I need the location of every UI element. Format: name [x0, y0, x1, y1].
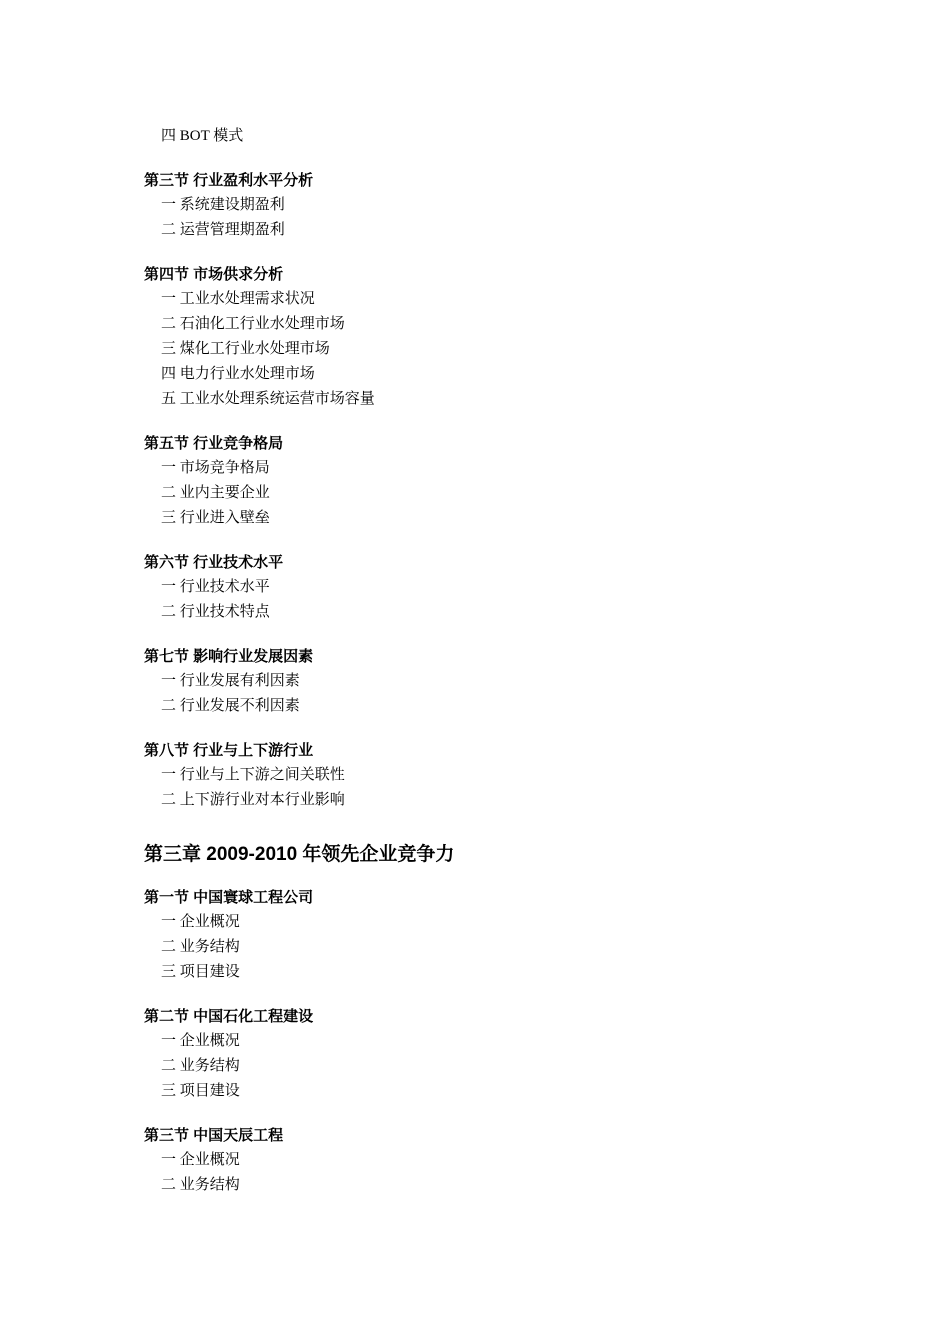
- toc-section: [144, 262, 844, 412]
- toc-item: 二 运营管理期盈利: [161, 222, 285, 238]
- section-title: 第八节 行业与上下游行业: [144, 742, 314, 759]
- toc-item: 二 业内主要企业: [161, 485, 270, 501]
- toc-item: 三 煤化工行业水处理市场: [161, 341, 330, 357]
- toc-item: 一 企业概况: [161, 914, 240, 930]
- table-of-contents: [144, 124, 844, 1198]
- toc-section: [144, 1004, 844, 1104]
- section-title: 第三节 中国天辰工程: [144, 1127, 284, 1144]
- toc-item: 二 业务结构: [161, 1058, 240, 1074]
- toc-item: 四 电力行业水处理市场: [161, 366, 315, 382]
- toc-item: 四 BOT 模式: [161, 128, 244, 144]
- toc-item: 三 项目建设: [161, 964, 240, 980]
- toc-item: 一 行业与上下游之间关联性: [161, 767, 345, 783]
- toc-section: [144, 1123, 844, 1198]
- toc-item: 三 项目建设: [161, 1083, 240, 1099]
- toc-item: 二 业务结构: [161, 1177, 240, 1193]
- section-title: 第三节 行业盈利水平分析: [144, 172, 314, 189]
- toc-section: [144, 738, 844, 813]
- toc-item: 二 业务结构: [161, 939, 240, 955]
- toc-section: [144, 885, 844, 985]
- toc-item: 一 企业概况: [161, 1033, 240, 1049]
- section-title: 第四节 市场供求分析: [144, 266, 284, 283]
- toc-item: 二 行业技术特点: [161, 604, 270, 620]
- toc-item: 一 行业发展有利因素: [161, 673, 300, 689]
- toc-item: 一 工业水处理需求状况: [161, 291, 315, 307]
- chapter-title: 第三章 2009-2010 年领先企业竞争力: [144, 844, 455, 865]
- toc-item: 一 行业技术水平: [161, 579, 270, 595]
- section-title: 第二节 中国石化工程建设: [144, 1008, 314, 1025]
- toc-item: 一 企业概况: [161, 1152, 240, 1168]
- toc-item: 一 市场竞争格局: [161, 460, 270, 476]
- section-title: 第五节 行业竞争格局: [144, 435, 284, 452]
- toc-section: [144, 644, 844, 719]
- toc-item: 二 行业发展不利因素: [161, 698, 300, 714]
- toc-section: [144, 550, 844, 625]
- section-title: 第七节 影响行业发展因素: [144, 648, 314, 665]
- section-title: 第一节 中国寰球工程公司: [144, 889, 314, 906]
- toc-item: 五 工业水处理系统运营市场容量: [161, 391, 375, 407]
- section-title: 第六节 行业技术水平: [144, 554, 284, 571]
- toc-item: 二 上下游行业对本行业影响: [161, 792, 345, 808]
- toc-section: [144, 168, 844, 243]
- toc-item: 三 行业进入壁垒: [161, 510, 270, 526]
- toc-item: 一 系统建设期盈利: [161, 197, 285, 213]
- toc-item: 二 石油化工行业水处理市场: [161, 316, 345, 332]
- toc-section: [144, 431, 844, 531]
